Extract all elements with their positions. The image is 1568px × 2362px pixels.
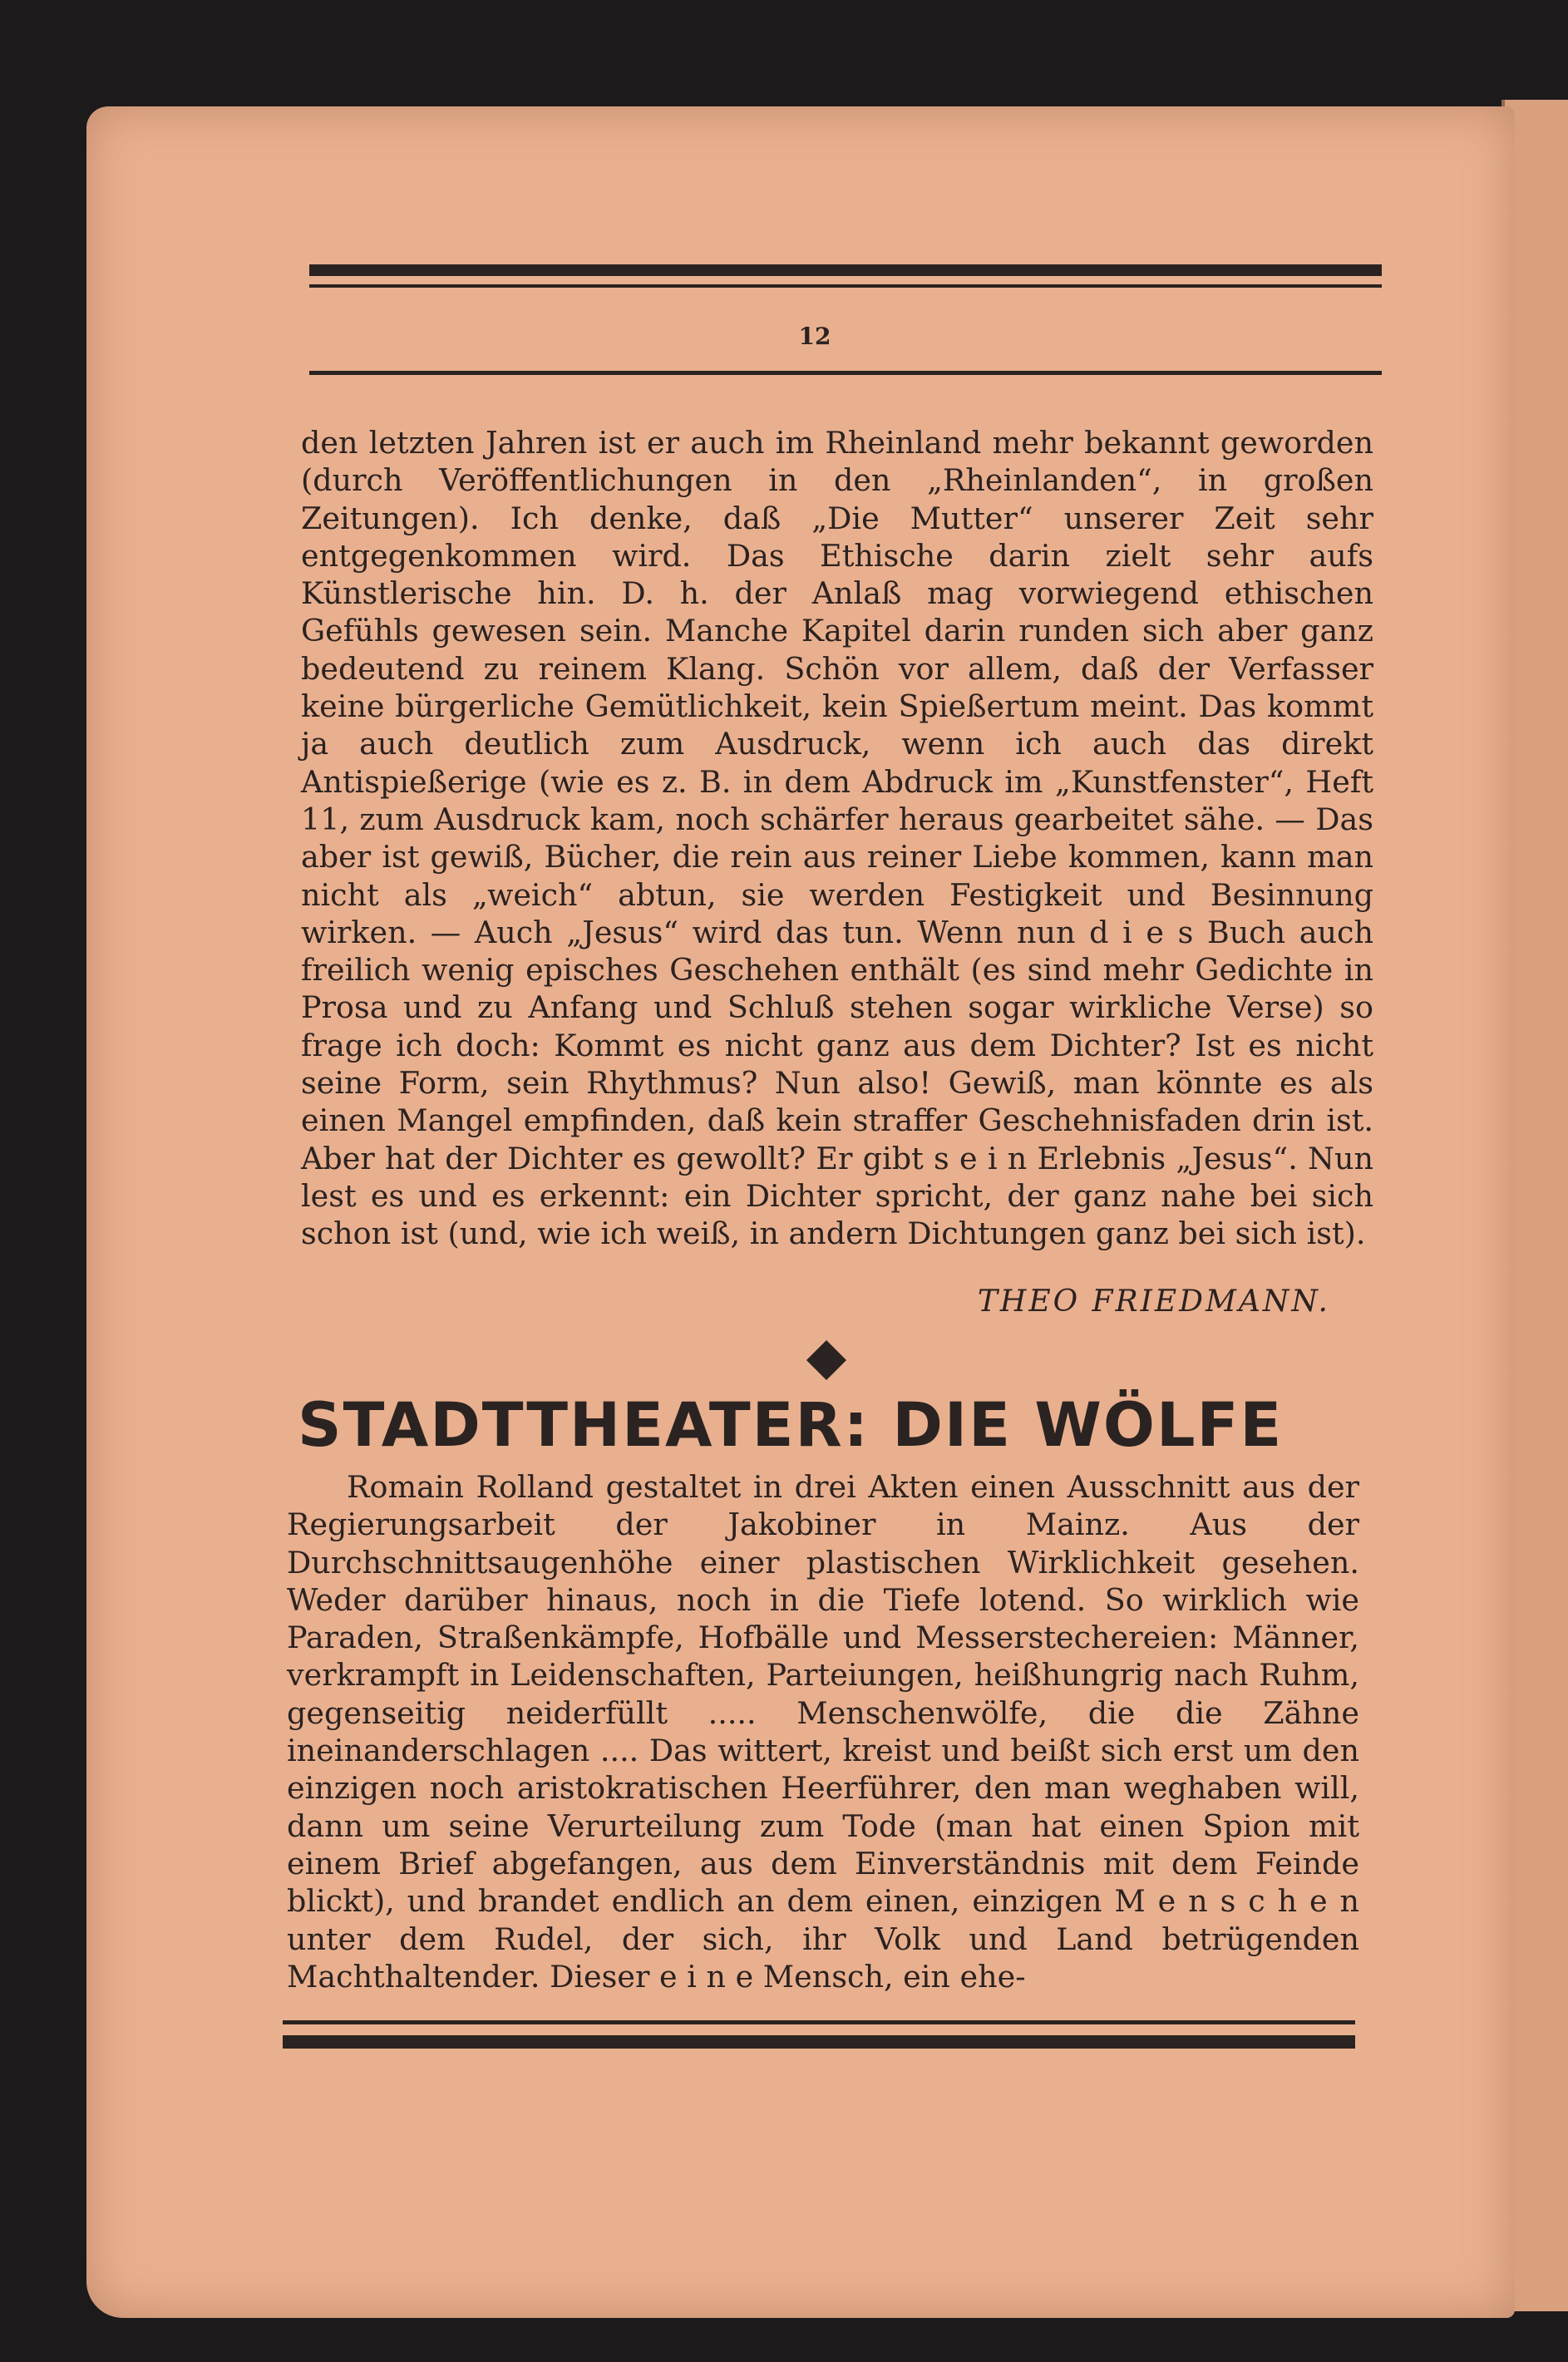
top-thick-rule xyxy=(309,264,1382,276)
page-number: 12 xyxy=(798,323,831,350)
article-1-body xyxy=(301,424,1373,1253)
folio-rule xyxy=(309,371,1382,375)
article-2-text: Romain Rolland gestaltet in drei Akten einen Ausschnitt aus der Regierungsarbeit der Jakobiner in Mainz. Aus der Durchschnittsaugenhöhe einer plastischen Wirklichkeit gesehen. Weder darüber hinaus, noch in die Tiefe lotend. So wirklich wie Paraden, Straßenkämpfe, Hofbälle und Messerstechereien: Männer, verkrampft in Leidenschaften, Parteiungen, heißhungrig nach Ruhm, gegenseitig neiderfüllt ..... Menschenwölfe, die die Zähne ineinanderschlagen .... Das wittert, kreist und beißt sich erst um den einzigen noch aristokratischen Heerführer, den man weghaben will, dann um seine Verurteilung zum Tode (man hat einen Spion mit einem Brief abgefangen, aus dem Einverständnis mit dem Feinde blickt), und brandet endlich an dem einen, einzigen M e n s c h e n unter dem Rudel, der sich, ihr Volk und Land betrügenden Machthaltender. Dieser e i n e Mensch, ein ehe- xyxy=(287,1469,1359,1995)
article-1-text: den letzten Jahren ist er auch im Rheinland mehr bekannt geworden (durch Veröffentlichungen in den „Rheinlanden“, in großen Zeitungen). Ich denke, daß „Die Mutter“ unserer Zeit sehr entgegenkommen wird. Das Ethische darin zielt sehr aufs Künstlerische hin. D. h. der Anlaß mag vorwiegend ethischen Gefühls gewesen sein. Manche Kapitel darin runden sich aber ganz bedeutend zu reinem Klang. Schön vor allem, daß der Verfasser keine bürgerliche Gemütlichkeit, kein Spießertum meint. Das kommt ja auch deutlich zum Ausdruck, wenn ich auch das direkt Antispießerige (wie es z. B. in dem Abdruck im „Kunstfenster“, Heft 11, zum Ausdruck kam, noch schärfer heraus gearbeitet sähe. — Das aber ist gewiß, Bücher, die rein aus reiner Liebe kommen, kann man nicht als „weich“ abtun, sie werden Festigkeit und Besinnung wirken. — Auch „Jesus“ wird das tun. Wenn nun d i e s Buch auch freilich wenig episches Geschehen enthält (es sind mehr Gedichte in Prosa und zu Anfang und Schluß stehen sogar wirkliche Verse) so frage ich doch: Kommt es nicht ganz aus dem Dichter? Ist es nicht seine Form, sein Rhythmus? Nun also! Gewiß, man könnte es als einen Mangel empfinden, daß kein straffer Geschehnisfaden drin ist. Aber hat der Dichter es gewollt? Er gibt s e i n Erlebnis „Jesus“. Nun lest es und es erkennt: ein Dichter spricht, der ganz nahe bei sich schon ist (und, wie ich weiß, in andern Dichtungen ganz bei sich ist). xyxy=(301,425,1373,1252)
author-signature: THEO FRIEDMANN. xyxy=(977,1285,1330,1319)
article-2-body xyxy=(287,1468,1359,1995)
bottom-thick-rule xyxy=(283,2035,1355,2049)
article-2-headline: STADTTHEATER: DIE WÖLFE xyxy=(298,1390,1284,1461)
bottom-thin-rule xyxy=(283,2020,1355,2024)
top-thin-rule xyxy=(309,284,1382,288)
